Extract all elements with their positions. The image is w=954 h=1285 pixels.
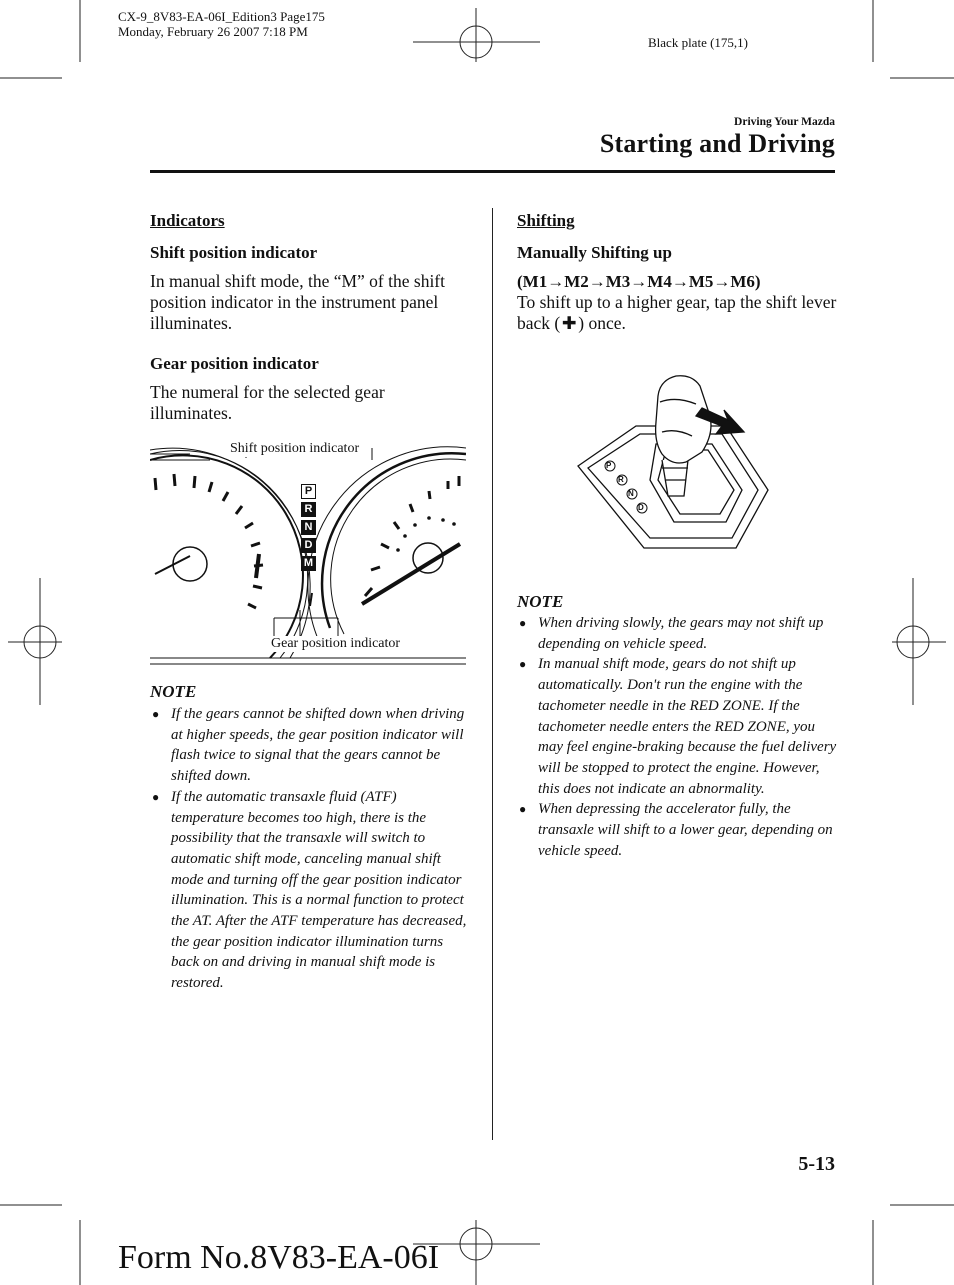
manual-shift-up-heading: Manually Shifting up bbox=[517, 243, 672, 262]
instrument-cluster-figure bbox=[150, 438, 466, 670]
right-note-text: When depressing the accelerator fully, the transaxle will shift to a lower gear, depending on vehicle speed. bbox=[538, 801, 833, 859]
bullet-icon: ● bbox=[519, 802, 527, 817]
shift-lever-figure bbox=[576, 372, 770, 552]
gate-letter-d: D bbox=[638, 503, 644, 512]
letter-r: R bbox=[301, 502, 316, 517]
letter-d: D bbox=[301, 538, 316, 553]
shift-position-caption: Shift position indicator bbox=[230, 441, 360, 456]
left-note-item bbox=[150, 787, 468, 994]
gate-letter-n: N bbox=[628, 489, 634, 498]
right-note-list bbox=[517, 613, 839, 861]
shifting-heading: Shifting bbox=[517, 211, 575, 230]
gear-indicator-text: The numeral for the selected gear illuminates. bbox=[150, 382, 385, 423]
column-divider bbox=[492, 208, 493, 1140]
print-job-info bbox=[118, 9, 325, 39]
left-note-item bbox=[150, 704, 468, 787]
section-name: Driving Your Mazda bbox=[734, 116, 835, 128]
left-note-list bbox=[150, 704, 468, 994]
right-note-text: When driving slowly, the gears may not shift up depending on vehicle speed. bbox=[538, 615, 824, 652]
left-note-heading: NOTE bbox=[150, 682, 197, 701]
bullet-icon: ● bbox=[152, 789, 160, 804]
title-rule bbox=[150, 170, 835, 173]
shift-indicator-text: In manual shift mode, the “M” of the shift position indicator in the instrument panel illuminates. bbox=[150, 271, 445, 333]
indicators-heading: Indicators bbox=[150, 211, 225, 230]
plate-label: Black plate (175,1) bbox=[648, 35, 748, 50]
left-note-text: If the gears cannot be shifted down when driving at higher speeds, the gear position indicator will flash twice to signal that the gears cannot be shifted down. bbox=[171, 706, 465, 785]
shift-position-letters bbox=[301, 484, 315, 574]
bullet-icon: ● bbox=[519, 616, 527, 630]
print-date-line: Monday, February 26 2007 7:18 PM bbox=[118, 24, 308, 39]
page-number: 5-13 bbox=[798, 1153, 835, 1175]
form-number-footer: Form No.8V83-EA-06I bbox=[118, 1239, 440, 1276]
gate-letter-p: P bbox=[606, 461, 612, 470]
print-job-line: CX-9_8V83-EA-06I_Edition3 Page175 bbox=[118, 9, 325, 24]
letter-m: M bbox=[301, 556, 316, 571]
page-title: Starting and Driving bbox=[599, 129, 835, 158]
letter-n: N bbox=[301, 520, 316, 535]
gate-letter-r: R bbox=[618, 475, 624, 484]
right-note-item bbox=[517, 613, 839, 654]
right-note-item bbox=[517, 799, 839, 861]
right-note-text: In manual shift mode, gears do not shift up automatically. Don't run the engine with the tachometer needle in the RED ZONE. If the tachometer needle enters the RED ZONE, you may feel engine-braking because the fuel delivery will be stopped to protect the engine. However, this does not indicate an abnormality. bbox=[538, 656, 837, 797]
right-note-item bbox=[517, 654, 839, 799]
bullet-icon: ● bbox=[152, 707, 160, 721]
shift-up-instruction bbox=[517, 292, 837, 335]
shift-indicator-heading: Shift position indicator bbox=[150, 243, 318, 262]
gear-sequence: (M1→M2→M3→M4→M5→M6) bbox=[517, 272, 761, 291]
instruction-text-before: To shift up to a higher gear, tap the shift lever back ( bbox=[517, 292, 837, 333]
right-note-heading: NOTE bbox=[517, 592, 564, 611]
bullet-icon: ● bbox=[519, 657, 527, 672]
gear-indicator-heading: Gear position indicator bbox=[150, 354, 319, 373]
instruction-text-after: ) once. bbox=[578, 313, 626, 333]
gear-position-caption: Gear position indicator bbox=[271, 636, 401, 651]
letter-p: P bbox=[301, 484, 316, 499]
plus-icon: ✚ bbox=[561, 314, 577, 334]
left-note-text: If the automatic transaxle fluid (ATF) temperature becomes too high, there is the possibility that the transaxle will switch to automatic shift mode, canceling manual shift mode and turning off the gear position indicator illumination. This is a normal function to protect the AT. After the ATF temperature has decreased, the gear position indicator illumination turns back on and driving in manual shift mode is restored. bbox=[171, 788, 467, 992]
